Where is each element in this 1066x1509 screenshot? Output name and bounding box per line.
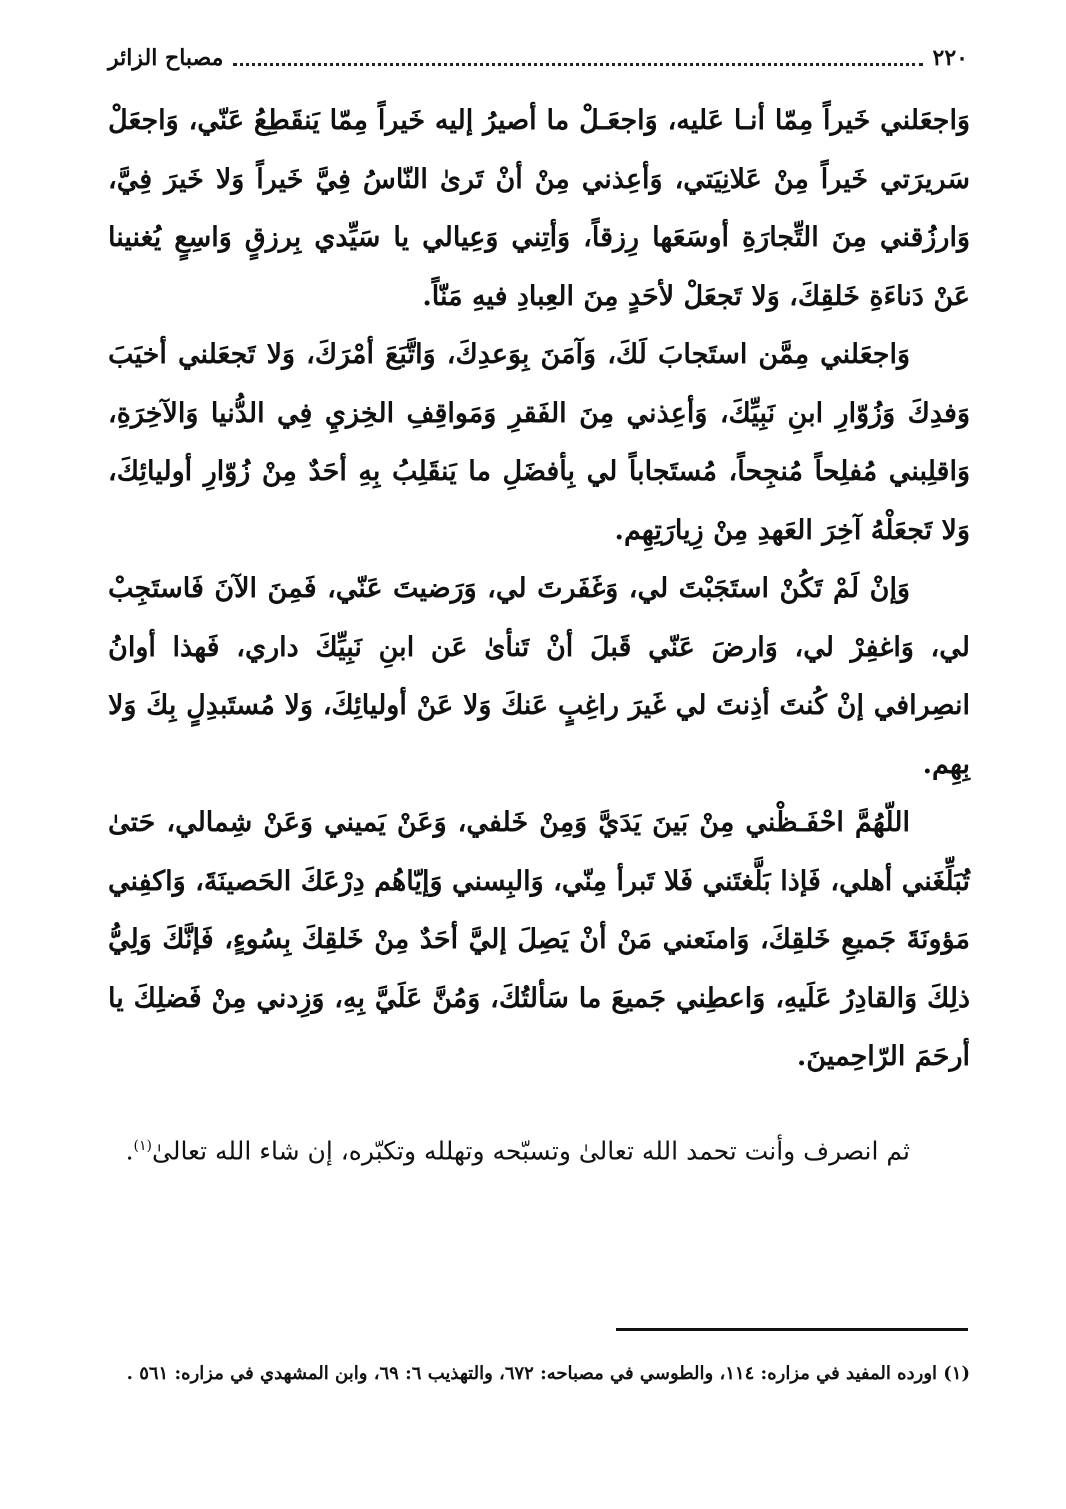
paragraph: وَاجعَلني خَيراً مِمّا أنـا عَليه، وَاجعَـلْ ما أصيرُ إليه خَيراً مِمّا يَنقَطِعُ عَنّي، وَاجعَلْ سَريرَتي خَيراً مِنْ عَلانِيَتي، وَأعِذني مِنْ أنْ تَرىٰ النّاسُ فِيَّ خَيراً وَلا خَيرَ فِيَّ، وَارزُقني مِنَ التِّجارَةِ أوسَعَها رِزقاً، وَأتِني وَعِيالي يا سَيِّدي بِرزقٍ وَاسِعٍ يُغنينا عَنْ دَناءَةِ خَلقِكَ، وَلا تَجعَلْ لأحَدٍ مِنَ العِبادِ فيهِ مَنّاً. bbox=[108, 105, 970, 312]
closing-paragraph bbox=[108, 1118, 970, 1179]
closing-instruction bbox=[108, 1118, 970, 1179]
body-text bbox=[108, 92, 970, 1087]
page-number: ٢٢٠ bbox=[932, 45, 968, 71]
dotted-leader bbox=[233, 63, 922, 66]
footnotes bbox=[100, 1350, 970, 1398]
paragraph: وَاجعَلني مِمَّن استَجابَ لَكَ، وَآمَنَ بِوَعدِكَ، وَاتَّبَعَ أمْرَكَ، وَلا تَجعَلني أخيَبَ وَفدِكَ وَزُوّارِ ابنِ نَبِيِّكَ، وَأعِذني مِنَ الفَقرِ وَمَواقِفِ الخِزيِ فِي الدُّنيا وَالآخِرَةِ، وَاقلِبني مُفلِحاً مُنجِحاً، مُستَجاباً لي بِأفضَلِ ما يَنقَلِبُ بِهِ أحَدٌ مِنْ زُوّارِ أوليائِكَ، وَلا تَجعَلْهُ آخِرَ العَهدِ مِنْ زِيارَتِهِم. bbox=[108, 339, 970, 546]
closing-end: . bbox=[125, 1136, 134, 1166]
footnote-reference: (١) bbox=[133, 1138, 152, 1154]
paragraph: اللّهُمَّ احْفَـظْني مِنْ بَينَ يَدَيَّ وَمِنْ خَلفي، وَعَنْ يَميني وَعَنْ شِمالي، حَتىٰ تُبَلِّغَني أهلي، فَإذا بَلَّغتَني فَلا تَبرأ مِنّي، وَالبِسني وَإيّاهُم دِرْعَكَ الحَصينَةَ، وَاكفِني مَؤونَةَ جَميعِ خَلقِكَ، وَامنَعني مَنْ أنْ يَصِلَ إليَّ أحَدٌ مِنْ خَلقِكَ بِسُوءٍ، فَإنَّكَ وَلِيُّ ذلِكَ وَالقادِرُ عَلَيهِ، وَاعطِني جَميعَ ما سَألتُكَ، وَمُنَّ عَلَيَّ بِهِ، وَزِدني مِنْ فَضلِكَ يا أرحَمَ الرّاحِمينَ. bbox=[108, 807, 970, 1072]
footnote: (١) اورده المفيد في مزاره: ١١٤، والطوسي في مصباحه: ٦٧٢، والتهذيب ٦: ٦٩، وابن المشهدي في مزاره: ٥٦١ . bbox=[126, 1363, 970, 1384]
footnote-separator bbox=[616, 1328, 968, 1331]
paragraph: وَإنْ لَمْ تَكُنْ استَجَبْتَ لي، وَغَفَرتَ لي، وَرَضيتَ عَنّي، فَمِنَ الآنَ فَاستَجِبْ لي، وَاغفِرْ لي، وَارضَ عَنّي قَبلَ أنْ تَنأىٰ عَن ابنِ نَبِيِّكَ داري، فَهذا أوانُ انصِرافي إنْ كُنتَ أذِنتَ لي غَيرَ راغِبٍ عَنكَ وَلا عَنْ أوليائِكَ، وَلا مُستَبدِلٍ بِكَ وَلا بِهِم. bbox=[108, 573, 970, 780]
closing-text: ثم انصرف وأنت تحمد الله تعالىٰ وتسبّحه وتهلله وتكبّره، إن شاء الله تعالىٰ bbox=[151, 1136, 910, 1166]
book-title: مصباح الزائر bbox=[108, 45, 224, 71]
running-header bbox=[108, 38, 968, 78]
